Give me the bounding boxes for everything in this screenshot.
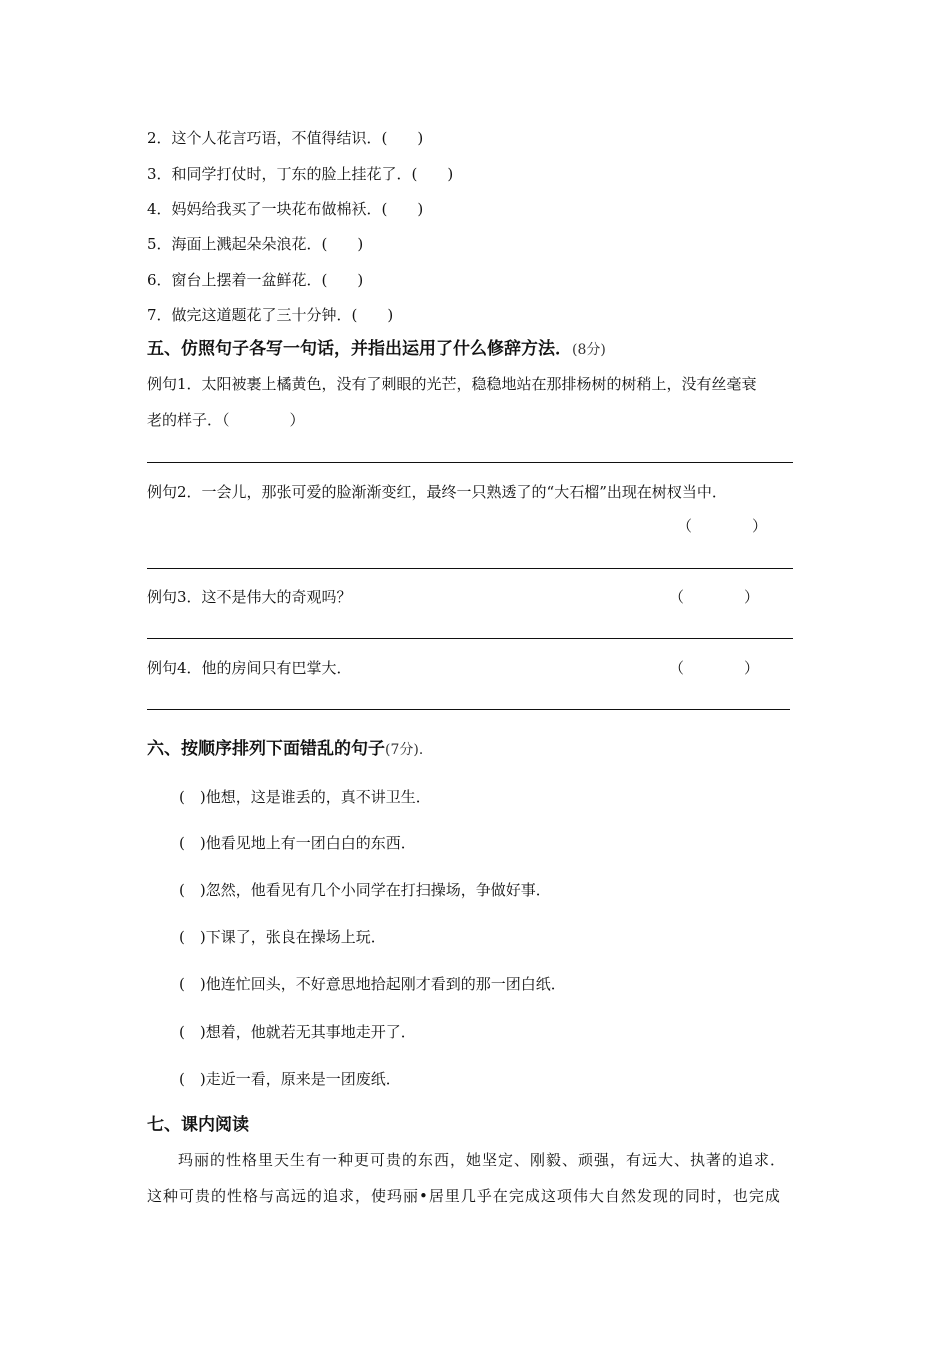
sentence-item[interactable]: ( )忽然，他看见有几个小同学在打扫操场，争做好事． (179, 881, 551, 899)
item-2: 2．这个人花言巧语，不值得结识．( ) (147, 129, 424, 147)
sentence-item[interactable]: ( )他想，这是谁丢的，真不讲卫生． (179, 788, 431, 806)
example3: 例句3．这不是伟大的奇观吗？ (147, 588, 352, 606)
item-3: 3．和同学打仗时，丁东的脸上挂花了．( ) (147, 165, 454, 183)
section6-heading (147, 739, 433, 760)
section5-heading (147, 339, 606, 360)
reading-paragraph-line1: 玛丽的性格里天生有一种更可贵的东西，她坚定、刚毅、顽强，有远大、执著的追求． (178, 1151, 787, 1169)
sentence-item[interactable]: ( )他连忙回头，不好意思地拾起刚才看到的那一团白纸． (179, 975, 566, 993)
section6-title: 六、按顺序排列下面错乱的句子 (147, 739, 385, 759)
example1-line1: 例句1．太阳被裹上橘黄色，没有了刺眼的光芒，稳稳地站在那排杨树的树稍上，没有丝毫衰 (147, 375, 757, 393)
section5-title: 五、仿照句子各写一句话，并指出运用了什么修辞方法． (147, 339, 572, 359)
item-7: 7．做完这道题花了三十分钟．( ) (147, 306, 394, 324)
example1-line2: 老的样子．（ ） (147, 411, 305, 429)
section7-heading: 七、课内阅读 (147, 1115, 249, 1135)
answer-line-4[interactable] (147, 709, 790, 710)
answer-line-1[interactable] (147, 462, 793, 463)
item-5: 5．海面上溅起朵朵浪花．( ) (147, 235, 364, 253)
answer-line-3[interactable] (147, 638, 793, 639)
example2: 例句2．一会儿，那张可爱的脸渐渐变红，最终一只熟透了的“大石榴”出现在树杈当中． (147, 483, 727, 501)
example4-blank[interactable]: （ ） (669, 659, 760, 677)
sentence-item[interactable]: ( )他看见地上有一团白白的东西． (179, 834, 416, 852)
sentence-item[interactable]: ( )下课了，张良在操场上玩． (179, 928, 386, 946)
sentence-item[interactable]: ( )走近一看，原来是一团废纸． (179, 1070, 401, 1088)
section6-score: (7分)． (385, 742, 433, 758)
example4: 例句4．他的房间只有巴掌大． (147, 659, 352, 677)
reading-paragraph-line2: 这种可贵的性格与高远的追求，使玛丽•居里几乎在完成这项伟大自然发现的同时，也完成 (147, 1187, 781, 1205)
answer-line-2[interactable] (147, 568, 793, 569)
example2-blank[interactable]: （ ） (677, 517, 768, 535)
section5-score: (8分) (572, 342, 606, 358)
sentence-item[interactable]: ( )想着，他就若无其事地走开了． (179, 1023, 416, 1041)
example3-blank[interactable]: （ ） (669, 588, 760, 606)
item-6: 6．窗台上摆着一盆鲜花．( ) (147, 271, 364, 289)
item-4: 4．妈妈给我买了一块花布做棉袄．( ) (147, 200, 424, 218)
